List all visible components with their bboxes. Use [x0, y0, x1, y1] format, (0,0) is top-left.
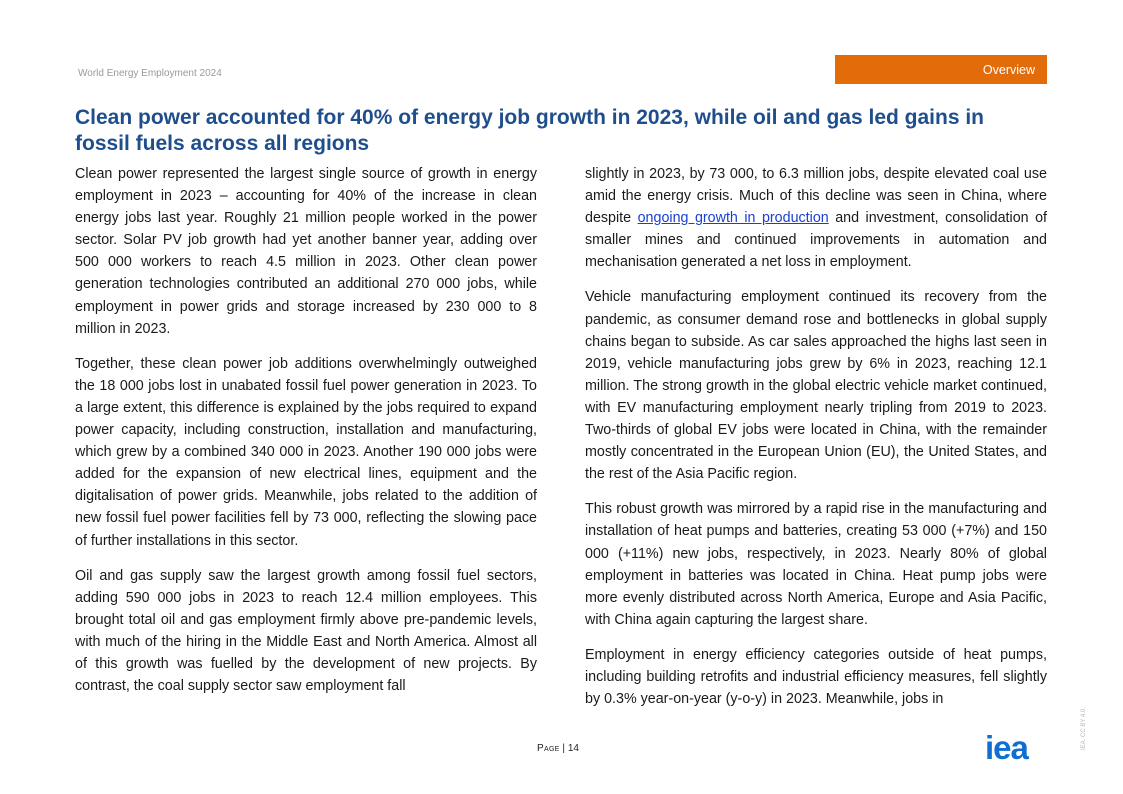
paragraph: Vehicle manufacturing employment continued its recovery from the pandemic, as consumer demand rose and bottlenecks in global supply chains began to subside. As car sales approached the highs last seen in 2019, vehicle manufacturing jobs grew by 6% in 2023, reaching 12.1 million. The strong growth in the global electric vehicle market continued, with EV manufacturing employment nearly tripling from 2019 to 2023. Two-thirds of global EV jobs were located in China, with the remainder mostly concentrated in the European Union (EU), the United States, and the rest of the Asia Pacific region. — [585, 289, 1047, 483]
production-growth-link[interactable]: ongoing growth in production — [637, 210, 829, 227]
paragraph: Clean power represented the largest single source of growth in energy employment in 2023 – accounting for 40% of the increase in clean energy jobs last year. Roughly 21 million people worked in the power sector. Solar PV job growth had yet another banner year, adding over 500 000 workers to reach 4.5 million in 2023. Other clean power generation technologies contributed an additional 270 000 jobs, while employment in power grids and storage increased by 230 000 to 8 million in 2023. — [75, 166, 537, 337]
page-number-value: 14 — [567, 743, 579, 754]
copyright-notice: IEA. CC BY 4.0. — [1081, 707, 1087, 750]
left-column — [75, 163, 537, 710]
paragraph: Oil and gas supply saw the largest growth among fossil fuel sectors, adding 590 000 jobs in 2023 to reach 12.4 million employees. This brought total oil and gas employment firmly above pre-pandemic levels, with much of the hiring in the Middle East and North America. Almost all of this growth was fuelled by the development of new projects. By contrast, the coal supply sector saw employment fall — [75, 567, 537, 695]
page-number — [537, 743, 579, 754]
section-tab: Overview — [835, 55, 1047, 84]
paragraph: Together, these clean power job additions overwhelmingly outweighed the 18 000 jobs lost in unabated fossil fuel power generation in 2023. To a large extent, this difference is explained by the jobs required to expand power capacity, including construction, installation and manufacturing, which grew by a combined 340 000 in 2023. Another 190 000 jobs were added for the expansion of new electrical lines, equipment and the digitalisation of power grids. Meanwhile, jobs related to the addition of new fossil fuel power facilities fell by 73 000, reflecting the slowing pace of further installations in this sector. — [75, 355, 537, 549]
iea-logo — [985, 733, 1047, 763]
page-label: Page — [537, 743, 560, 754]
report-header-title: World Energy Employment 2024 — [78, 68, 222, 79]
paragraph-text: slightly in 2023, by 73 000, to 6.3 million jobs, despite elevated coal use amid the energy crisis. Much of this decline was seen in China, where despite — [585, 166, 1047, 227]
page-separator: | — [559, 743, 568, 754]
page-title: Clean power accounted for 40% of energy job growth in 2023, while oil and gas led gains in fossil fuels across all regions — [75, 106, 985, 155]
paragraph-text: and investment, consolidation of smaller mines and continued improvements in automation and mechanisation generated a net loss in employment. — [585, 210, 1047, 271]
paragraph — [585, 163, 1047, 273]
right-column — [585, 163, 1047, 723]
paragraph: Employment in energy efficiency categories outside of heat pumps, including building retrofits and industrial efficiency measures, fell slightly by 0.3% year-on-year (y-o-y) in 2023. Meanwhile, jobs in — [585, 646, 1047, 708]
paragraph: This robust growth was mirrored by a rapid rise in the manufacturing and installation of heat pumps and batteries, creating 53 000 (+7%) and 150 000 (+11%) new jobs, respectively, in 2023. Nearly 80% of global employment in batteries was located in China. Heat pump jobs were more evenly distributed across North America, Europe and Asia Pacific, with China again capturing the largest share. — [585, 501, 1047, 628]
iea-logo-text: iea — [985, 733, 1028, 763]
